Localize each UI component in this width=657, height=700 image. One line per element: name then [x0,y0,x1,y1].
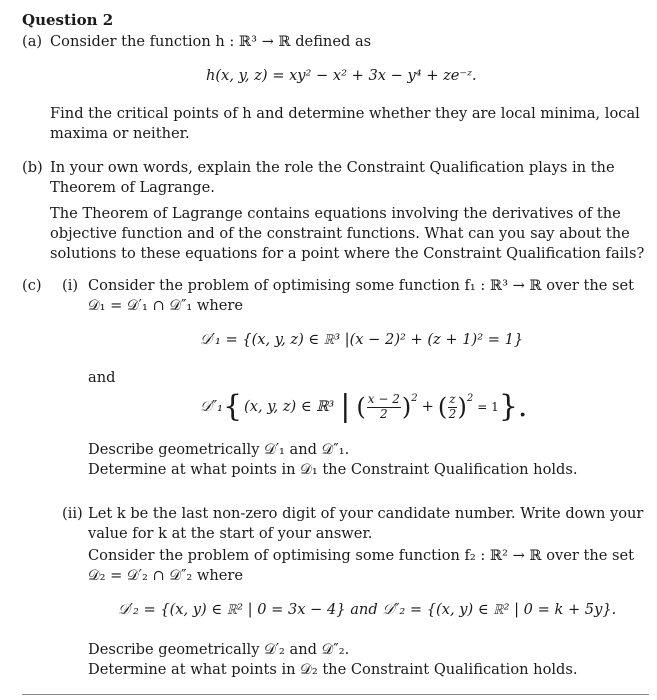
set2-exp-2: 2 [466,393,474,405]
part-c-ii-line-1: Let k be the last non-zero digit of your candidate number. Write down your [88,505,644,522]
set2-paren-open-2: ( [437,393,448,421]
part-b-line-4: objective function and of the constraint functions. What can you say about the [50,225,630,242]
part-c-ii-describe: Describe geometrically 𝒟′₂ and 𝒟″₂. [88,641,350,658]
part-a-label: (a) [22,33,43,50]
set2-paren-open-1: ( [356,393,366,421]
set2-equals-one: = 1 [477,399,499,414]
set2-fraction-1 [367,393,401,420]
part-a-intro: Consider the function h : ℝ³ → ℝ defined as [50,33,372,50]
part-c-ii-determine: Determine at what points in 𝒟₂ the Constraint Qualification holds. [88,661,578,678]
set2-exp-1: 2 [411,393,418,405]
set-d1-double-prime [200,384,527,430]
part-c-i-determine: Determine at what points in 𝒟₁ the Constraint Qualification holds. [88,461,578,478]
part-c-label: (c) [22,277,42,294]
set2-plus: + [421,397,434,415]
part-c-ii-label: (ii) [62,505,83,522]
part-c-i-label: (i) [62,277,79,294]
sets-d2: 𝒟′₂ = {(x, y) ∈ ℝ² | 0 = 3x − 4} and 𝒟″₂ = {(x, y) ∈ ℝ² | 0 = k + 5y}. [118,601,617,618]
part-b-label: (b) [22,159,43,176]
part-c-i-line-1: Consider the problem of optimising some function f₁ : ℝ³ → ℝ over the set [88,277,635,294]
part-a-task-line-2: maxima or neither. [50,125,190,142]
part-a-task-line-1: Find the critical points of h and determine whether they are local minima, local [50,105,640,122]
set2-fraction-2 [448,393,456,420]
part-b-line-5: solutions to these equations for a point where the Constraint Qualification fails? [50,245,645,262]
and-word: and [88,369,116,386]
question-title: Question 2 [22,11,114,29]
part-b-line-1: In your own words, explain the role the Constraint Qualification plays in the [50,159,615,176]
set2-paren-close-1: ) [401,393,412,421]
set2-bar: | [340,389,351,424]
part-c-ii-line-3: Consider the problem of optimising some function f₂ : ℝ² → ℝ over the set [88,547,635,564]
set2-paren-close-2: ) [457,393,467,421]
part-c-ii-line-2: value for k at the start of your answer. [88,525,373,542]
part-c-ii-line-4: 𝒟₂ = 𝒟′₂ ∩ 𝒟″₂ where [88,567,244,584]
set2-close-brace: }. [498,389,528,424]
set2-open-brace: { [222,389,243,424]
set-d1-prime: 𝒟′₁ = {(x, y, z) ∈ ℝ³ |(x − 2)² + (z + 1)² = 1} [200,331,524,348]
bottom-divider [22,694,649,695]
set2-frac1-den: 2 [379,406,388,421]
set2-frac2-den: 2 [448,406,457,421]
part-b-line-3: The Theorem of Lagrange contains equations involving the derivatives of the [50,205,621,222]
set2-frac2-num: z [449,392,456,407]
set2-element: (x, y, z) ∈ ℝ³ [244,397,335,415]
part-c-i-line-2: 𝒟₁ = 𝒟′₁ ∩ 𝒟″₁ where [88,297,244,314]
part-b-line-2: Theorem of Lagrange. [50,179,215,196]
part-c-i-describe: Describe geometrically 𝒟′₁ and 𝒟″₁. [88,441,350,458]
set2-lhs: 𝒟″₁ [200,397,223,415]
part-a-equation: h(x, y, z) = xy² − x² + 3x − y⁴ + ze⁻ᶻ. [206,67,477,84]
set2-frac1-num: x − 2 [367,392,400,407]
